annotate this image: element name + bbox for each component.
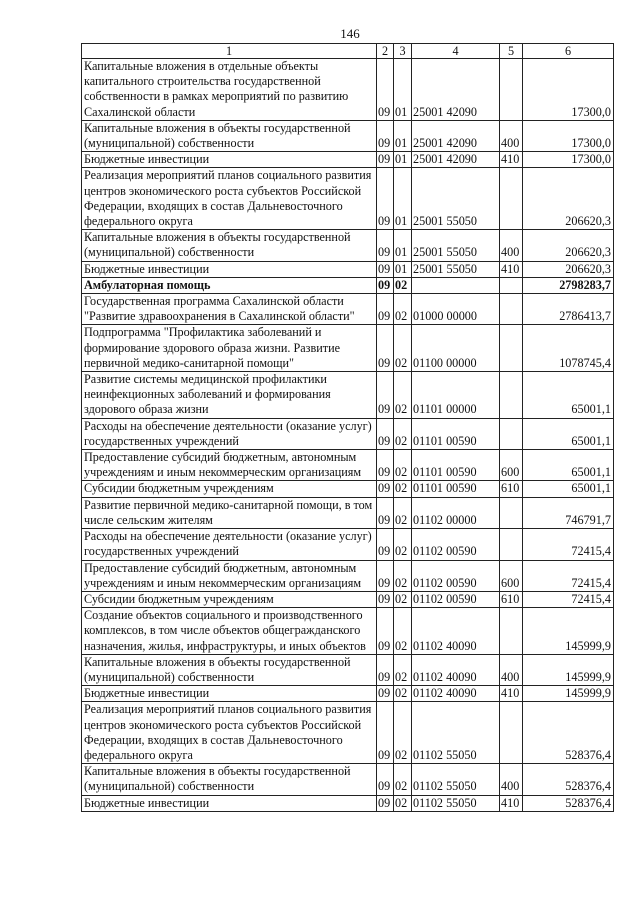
- row-subsection-cell: 02: [394, 497, 412, 528]
- row-subsection-cell: 02: [394, 686, 412, 702]
- row-section-cell: 09: [377, 608, 394, 655]
- row-expense-type-cell: 400: [500, 120, 523, 151]
- row-section-cell: 09: [377, 529, 394, 560]
- table-header-row: [82, 44, 614, 59]
- row-subsection-cell: 02: [394, 325, 412, 372]
- row-expense-type-cell: [500, 418, 523, 449]
- row-expense-type-cell: [500, 59, 523, 121]
- row-amount-cell: 2786413,7: [523, 294, 614, 325]
- row-section-cell: 09: [377, 59, 394, 121]
- row-expense-type-cell: [500, 608, 523, 655]
- row-name-cell: Расходы на обеспечение деятельности (оказание услуг) государственных учреждений: [82, 529, 377, 560]
- row-section-cell: 09: [377, 168, 394, 230]
- row-amount-cell: 528376,4: [523, 702, 614, 764]
- table-row: [82, 795, 614, 811]
- row-section-cell: 09: [377, 120, 394, 151]
- row-amount-cell: 72415,4: [523, 591, 614, 607]
- page-number: 146: [340, 26, 360, 41]
- row-target-code-cell: [412, 277, 500, 293]
- row-amount-cell: 17300,0: [523, 120, 614, 151]
- table-row: [82, 450, 614, 481]
- row-target-code-cell: 01102 00000: [412, 497, 500, 528]
- budget-table-body: [82, 44, 614, 812]
- row-subsection-cell: 02: [394, 529, 412, 560]
- row-subsection-cell: 02: [394, 277, 412, 293]
- row-amount-cell: 145999,9: [523, 686, 614, 702]
- row-section-cell: 09: [377, 261, 394, 277]
- row-name-cell: Бюджетные инвестиции: [82, 795, 377, 811]
- row-section-cell: 09: [377, 686, 394, 702]
- header-cell: 6: [523, 44, 614, 59]
- row-target-code-cell: 01101 00590: [412, 418, 500, 449]
- row-subsection-cell: 02: [394, 764, 412, 795]
- row-amount-cell: 145999,9: [523, 654, 614, 685]
- row-amount-cell: 1078745,4: [523, 325, 614, 372]
- row-amount-cell: 2798283,7: [523, 277, 614, 293]
- row-expense-type-cell: 400: [500, 764, 523, 795]
- row-amount-cell: 206620,3: [523, 168, 614, 230]
- table-row: [82, 591, 614, 607]
- row-section-cell: 09: [377, 795, 394, 811]
- row-target-code-cell: 01102 55050: [412, 795, 500, 811]
- row-section-cell: 09: [377, 294, 394, 325]
- row-section-cell: 09: [377, 230, 394, 261]
- row-section-cell: 09: [377, 764, 394, 795]
- row-target-code-cell: 01101 00590: [412, 481, 500, 497]
- table-row: [82, 59, 614, 121]
- row-name-cell: Капитальные вложения в объекты государственной (муниципальной) собственности: [82, 764, 377, 795]
- row-name-cell: Капитальные вложения в объекты государственной (муниципальной) собственности: [82, 120, 377, 151]
- row-section-cell: 09: [377, 418, 394, 449]
- row-subsection-cell: 01: [394, 230, 412, 261]
- row-target-code-cell: 01000 00000: [412, 294, 500, 325]
- table-row: [82, 529, 614, 560]
- row-name-cell: Расходы на обеспечение деятельности (оказание услуг) государственных учреждений: [82, 418, 377, 449]
- row-target-code-cell: 25001 42090: [412, 120, 500, 151]
- table-row: [82, 372, 614, 419]
- row-section-cell: 09: [377, 702, 394, 764]
- row-subsection-cell: 02: [394, 372, 412, 419]
- row-expense-type-cell: 410: [500, 795, 523, 811]
- table-row: [82, 481, 614, 497]
- row-section-cell: 09: [377, 152, 394, 168]
- row-name-cell: Предоставление субсидий бюджетным, автономным учреждениям и иным некоммерческим организациям: [82, 560, 377, 591]
- row-target-code-cell: 01101 00590: [412, 450, 500, 481]
- header-cell: 3: [394, 44, 412, 59]
- row-section-cell: 09: [377, 654, 394, 685]
- row-name-cell: Капитальные вложения в объекты государственной (муниципальной) собственности: [82, 230, 377, 261]
- row-amount-cell: 206620,3: [523, 261, 614, 277]
- row-expense-type-cell: [500, 372, 523, 419]
- table-row: [82, 654, 614, 685]
- row-section-cell: 09: [377, 325, 394, 372]
- row-target-code-cell: 01102 40090: [412, 608, 500, 655]
- header-cell: 4: [412, 44, 500, 59]
- row-expense-type-cell: 600: [500, 450, 523, 481]
- row-target-code-cell: 25001 42090: [412, 59, 500, 121]
- header-cell: 5: [500, 44, 523, 59]
- table-row: [82, 120, 614, 151]
- row-expense-type-cell: 610: [500, 481, 523, 497]
- row-subsection-cell: 02: [394, 702, 412, 764]
- table-row: [82, 261, 614, 277]
- row-expense-type-cell: 610: [500, 591, 523, 607]
- row-name-cell: Развитие первичной медико-санитарной помощи, в том числе сельским жителям: [82, 497, 377, 528]
- row-section-cell: 09: [377, 481, 394, 497]
- row-amount-cell: 72415,4: [523, 560, 614, 591]
- row-subsection-cell: 02: [394, 294, 412, 325]
- row-section-cell: 09: [377, 450, 394, 481]
- row-name-cell: Капитальные вложения в отдельные объекты капитального строительства государственной собственности в рамках мероприятий по развитию Сахалинской области: [82, 59, 377, 121]
- row-name-cell: Бюджетные инвестиции: [82, 261, 377, 277]
- table-row: [82, 152, 614, 168]
- row-name-cell: Реализация мероприятий планов социального развития центров экономического роста субъектов Российской Федерации, входящих в состав Дальневосточного федерального округа: [82, 168, 377, 230]
- row-subsection-cell: 01: [394, 152, 412, 168]
- row-amount-cell: 72415,4: [523, 529, 614, 560]
- row-expense-type-cell: [500, 168, 523, 230]
- row-amount-cell: 65001,1: [523, 450, 614, 481]
- header-cell: 2: [377, 44, 394, 59]
- row-target-code-cell: 01102 40090: [412, 686, 500, 702]
- row-expense-type-cell: [500, 277, 523, 293]
- row-target-code-cell: 01102 55050: [412, 764, 500, 795]
- row-target-code-cell: 25001 55050: [412, 230, 500, 261]
- row-name-cell: Реализация мероприятий планов социального развития центров экономического роста субъектов Российской Федерации, входящих в состав Дальневосточного федерального округа: [82, 702, 377, 764]
- row-expense-type-cell: [500, 325, 523, 372]
- row-section-cell: 09: [377, 560, 394, 591]
- table-row: [82, 230, 614, 261]
- header-cell: 1: [82, 44, 377, 59]
- row-expense-type-cell: 410: [500, 152, 523, 168]
- row-subsection-cell: 02: [394, 450, 412, 481]
- table-row: [82, 168, 614, 230]
- row-subsection-cell: 02: [394, 591, 412, 607]
- row-name-cell: Амбулаторная помощь: [82, 277, 377, 293]
- row-expense-type-cell: 410: [500, 686, 523, 702]
- table-row: [82, 325, 614, 372]
- table-row: [82, 764, 614, 795]
- row-name-cell: Предоставление субсидий бюджетным, автономным учреждениям и иным некоммерческим организациям: [82, 450, 377, 481]
- row-expense-type-cell: [500, 529, 523, 560]
- row-expense-type-cell: 400: [500, 654, 523, 685]
- row-expense-type-cell: [500, 294, 523, 325]
- row-amount-cell: 65001,1: [523, 372, 614, 419]
- table-row: [82, 497, 614, 528]
- row-amount-cell: 528376,4: [523, 795, 614, 811]
- row-target-code-cell: 01102 40090: [412, 654, 500, 685]
- row-name-cell: Субсидии бюджетным учреждениям: [82, 591, 377, 607]
- row-subsection-cell: 01: [394, 261, 412, 277]
- table-row: [82, 608, 614, 655]
- row-amount-cell: 145999,9: [523, 608, 614, 655]
- row-name-cell: Бюджетные инвестиции: [82, 152, 377, 168]
- row-name-cell: Бюджетные инвестиции: [82, 686, 377, 702]
- row-amount-cell: 65001,1: [523, 418, 614, 449]
- row-target-code-cell: 01101 00000: [412, 372, 500, 419]
- row-subsection-cell: 02: [394, 795, 412, 811]
- row-subsection-cell: 02: [394, 608, 412, 655]
- row-subsection-cell: 02: [394, 418, 412, 449]
- row-section-cell: 09: [377, 372, 394, 419]
- row-subsection-cell: 01: [394, 59, 412, 121]
- row-expense-type-cell: 600: [500, 560, 523, 591]
- row-amount-cell: 17300,0: [523, 59, 614, 121]
- row-subsection-cell: 02: [394, 481, 412, 497]
- row-name-cell: Развитие системы медицинской профилактики неинфекционных заболеваний и формирования здорового образа жизни: [82, 372, 377, 419]
- row-subsection-cell: 02: [394, 654, 412, 685]
- row-amount-cell: 528376,4: [523, 764, 614, 795]
- row-name-cell: Подпрограмма "Профилактика заболеваний и формирование здорового образа жизни. Развитие первичной медико-санитарной помощи": [82, 325, 377, 372]
- row-target-code-cell: 01102 55050: [412, 702, 500, 764]
- row-target-code-cell: 01102 00590: [412, 591, 500, 607]
- row-section-cell: 09: [377, 591, 394, 607]
- table-row: [82, 294, 614, 325]
- row-target-code-cell: 01100 00000: [412, 325, 500, 372]
- row-expense-type-cell: 410: [500, 261, 523, 277]
- row-target-code-cell: 25001 42090: [412, 152, 500, 168]
- row-subsection-cell: 01: [394, 168, 412, 230]
- row-target-code-cell: 01102 00590: [412, 529, 500, 560]
- row-target-code-cell: 25001 55050: [412, 261, 500, 277]
- row-name-cell: Государственная программа Сахалинской области "Развитие здравоохранения в Сахалинской области": [82, 294, 377, 325]
- row-amount-cell: 746791,7: [523, 497, 614, 528]
- row-expense-type-cell: [500, 702, 523, 764]
- budget-table: [81, 43, 614, 812]
- row-expense-type-cell: [500, 497, 523, 528]
- row-amount-cell: 65001,1: [523, 481, 614, 497]
- table-row: [82, 702, 614, 764]
- row-target-code-cell: 25001 55050: [412, 168, 500, 230]
- row-target-code-cell: 01102 00590: [412, 560, 500, 591]
- table-row: [82, 560, 614, 591]
- table-row: [82, 686, 614, 702]
- row-name-cell: Создание объектов социального и производственного комплексов, в том числе объектов общегражданского назначения, жилья, инфраструктуры, и иных объектов: [82, 608, 377, 655]
- row-amount-cell: 17300,0: [523, 152, 614, 168]
- row-name-cell: Субсидии бюджетным учреждениям: [82, 481, 377, 497]
- row-subsection-cell: 02: [394, 560, 412, 591]
- table-row: [82, 418, 614, 449]
- row-section-cell: 09: [377, 497, 394, 528]
- row-expense-type-cell: 400: [500, 230, 523, 261]
- row-subsection-cell: 01: [394, 120, 412, 151]
- row-amount-cell: 206620,3: [523, 230, 614, 261]
- row-section-cell: 09: [377, 277, 394, 293]
- table-row: [82, 277, 614, 293]
- row-name-cell: Капитальные вложения в объекты государственной (муниципальной) собственности: [82, 654, 377, 685]
